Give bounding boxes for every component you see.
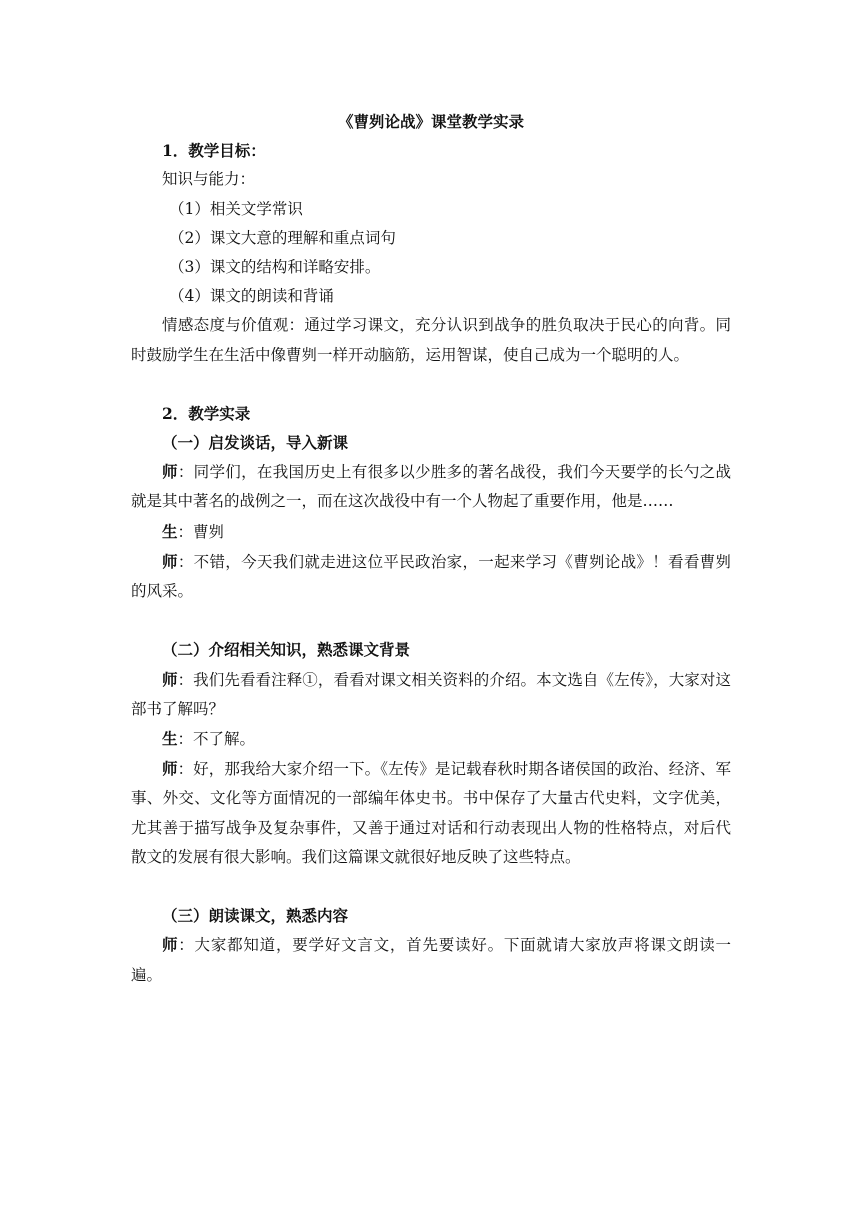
- section-1-heading: 1．教学目标：: [162, 141, 266, 161]
- dialogue-text: ：曹刿: [177, 522, 225, 541]
- part-2-heading: （二）介绍相关知识，熟悉课文背景: [162, 640, 411, 660]
- dialogue-text: ：同学们，在我国历史上有很多以少胜多的著名战役，我们今天要学的长勺之战就是其中著名的战例之一，而在这次战役中有一个人物起了重要作用，他是……: [131, 463, 731, 511]
- objective-item-1: （1）相关文学常识: [169, 199, 303, 218]
- speaker-teacher: 师: [162, 759, 178, 779]
- speaker-student: 生: [162, 729, 178, 749]
- speaker-teacher: 师: [162, 462, 178, 482]
- objective-item-2: （2）课文大意的理解和重点词句: [169, 228, 396, 247]
- dialogue-text: ：好，那我给大家介绍一下。《左传》是记载春秋时期各诸侯国的政治、经济、军事、外交、文化等方面情况的一部编年体史书。书中保存了大量古代史料，文字优美，尤其善于描写战争及复杂事件，又善于通过对话和行动表现出人物的性格特点，对后代散文的发展有很大影响。我们这篇课文就很好地反映了这些特点。: [131, 760, 731, 866]
- part-1-heading: （一）启发谈话，导入新课: [162, 433, 349, 453]
- dialogue-text: ：大家都知道，要学好文言文，首先要读好。下面就请大家放声将课文朗读一遍。: [131, 936, 731, 984]
- objective-item-4: （4）课文的朗读和背诵: [169, 287, 334, 306]
- dialogue-line: [131, 517, 731, 547]
- part-3-heading: （三）朗读课文，熟悉内容: [162, 906, 349, 926]
- dialogue-line: [131, 930, 731, 989]
- speaker-student: 生: [162, 521, 178, 541]
- document-body: [131, 107, 731, 990]
- document-title: 《曹刿论战》课堂教学实录: [337, 112, 524, 131]
- speaker-teacher: 师: [162, 935, 179, 955]
- dialogue-text: ：我们先看看注释①，看看对课文相关资料的介绍。本文选自《左传》，大家对这部书了解吗？: [131, 670, 731, 718]
- dialogue-line: [131, 724, 731, 754]
- emotion-paragraph: 情感态度与价值观：通过学习课文，充分认识到战争的胜负取决于民心的向背。同时鼓励学生在生活中像曹刿一样开动脑筋，运用智谋，使自己成为一个聪明的人。: [131, 316, 731, 364]
- dialogue-line: [131, 754, 731, 872]
- knowledge-label: 知识与能力：: [162, 170, 256, 189]
- dialogue-line: [131, 547, 731, 606]
- dialogue-text: ：不错，今天我们就走进这位平民政治家，一起来学习《曹刿论战》！看看曹刿的风采。: [131, 552, 731, 601]
- section-2-heading: 2．教学实录: [162, 403, 251, 423]
- objective-item-3: （3）课文的结构和详略安排。: [169, 257, 381, 276]
- speaker-teacher: 师: [162, 551, 178, 571]
- dialogue-line: [131, 665, 731, 724]
- dialogue-line: [131, 457, 731, 516]
- dialogue-text: ：不了解。: [177, 730, 256, 749]
- speaker-teacher: 师: [162, 669, 178, 689]
